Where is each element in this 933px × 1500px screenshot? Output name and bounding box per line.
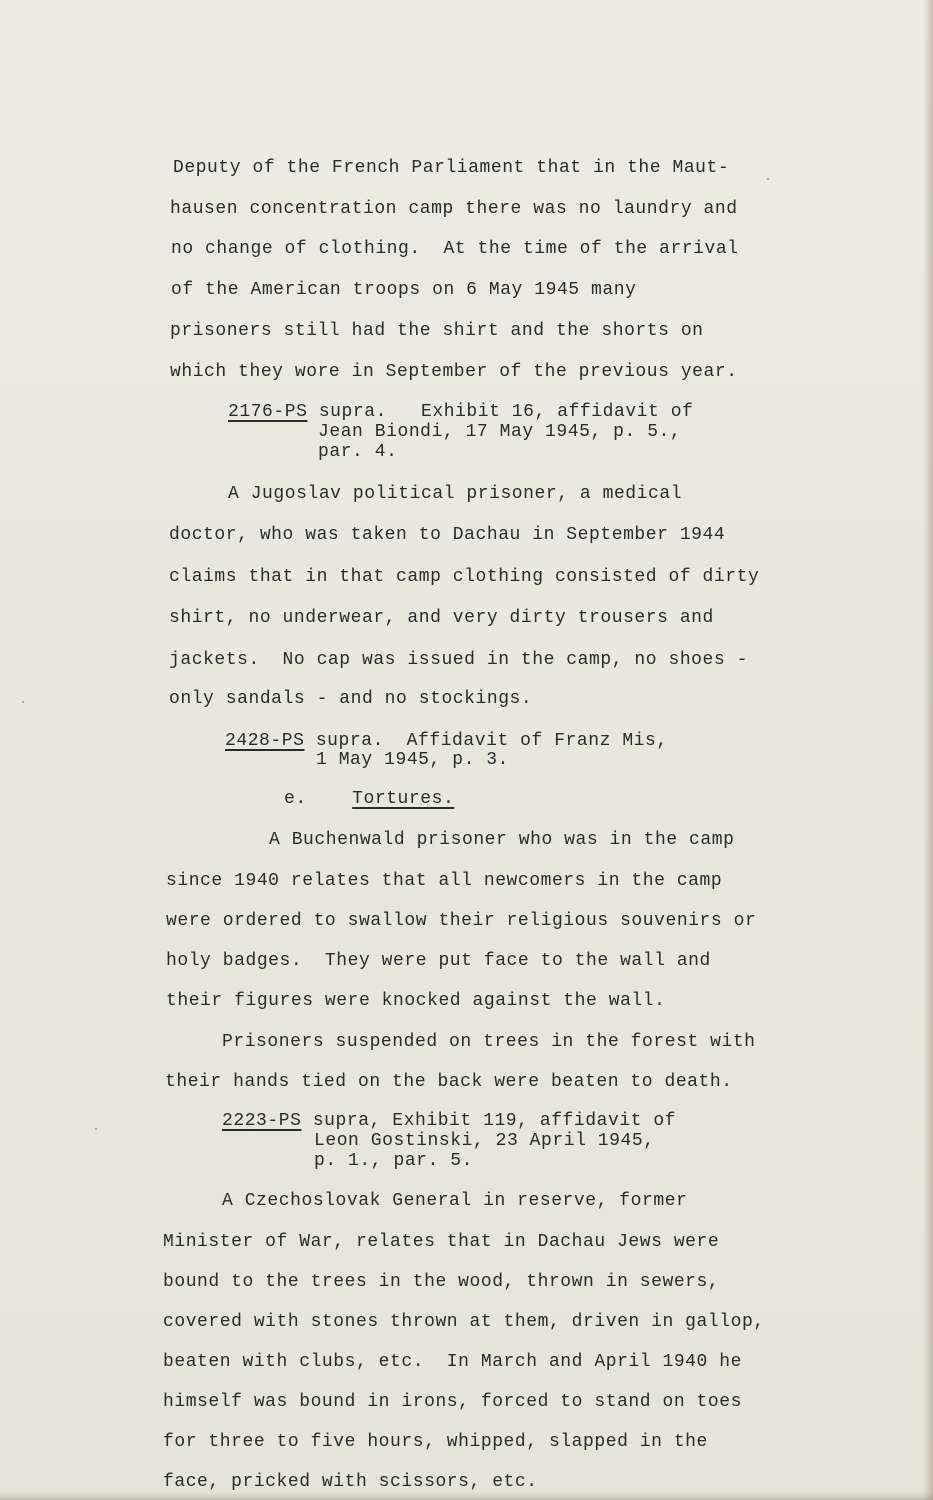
citation-text: supra, Exhibit 119, affidavit of xyxy=(301,1111,677,1131)
text-line: no change of clothing. At the time of the arrival xyxy=(171,239,739,259)
text-line: hausen concentration camp there was no laundry and xyxy=(170,199,738,219)
citation-1 xyxy=(228,404,693,421)
citation-2-line-2: 1 May 1945, p. 3. xyxy=(316,750,509,770)
text-line: Prisoners suspended on trees in the forest with xyxy=(222,1032,756,1052)
text-line: holy badges. They were put face to the wall and xyxy=(166,951,711,971)
citation-3-line-2: Leon Gostinski, 23 April 1945, xyxy=(314,1131,655,1151)
text-line: for three to five hours, whipped, slapped in the xyxy=(163,1432,708,1452)
page-edge-shadow-bottom xyxy=(0,1492,933,1500)
section-title: Tortures. xyxy=(352,789,455,809)
paper-speck xyxy=(22,701,24,703)
text-line: Deputy of the French Parliament that in the Maut- xyxy=(173,158,730,178)
citation-text: supra. Exhibit 16, affidavit of xyxy=(307,402,694,422)
text-line: prisoners still had the shirt and the shorts on xyxy=(170,321,704,341)
text-line: beaten with clubs, etc. In March and April 1940 he xyxy=(163,1352,742,1372)
text-line: A Jugoslav political prisoner, a medical xyxy=(228,484,683,504)
text-line: covered with stones thrown at them, driven in gallop, xyxy=(163,1312,765,1332)
text-line: jackets. No cap was issued in the camp, no shoes - xyxy=(169,650,748,670)
text-line: since 1940 relates that all newcomers in the camp xyxy=(166,871,723,891)
citation-reference: 2176-PS xyxy=(228,402,308,422)
text-line: doctor, who was taken to Dachau in September 1944 xyxy=(169,525,726,545)
text-line: shirt, no underwear, and very dirty trousers and xyxy=(169,608,714,628)
text-line: only sandals - and no stockings. xyxy=(169,689,533,709)
citation-text: supra. Affidavit of Franz Mis, xyxy=(304,731,668,751)
citation-3 xyxy=(222,1113,676,1130)
citation-1-line-3: par. 4. xyxy=(318,442,398,462)
text-line: himself was bound in irons, forced to stand on toes xyxy=(163,1392,742,1412)
citation-3-line-3: p. 1., par. 5. xyxy=(314,1151,473,1171)
text-line: Minister of War, relates that in Dachau Jews were xyxy=(163,1232,720,1252)
citation-2 xyxy=(225,733,668,750)
paper-speck xyxy=(767,178,769,180)
citation-1-line-2: Jean Biondi, 17 May 1945, p. 5., xyxy=(318,422,682,442)
text-line: A Buchenwald prisoner who was in the camp xyxy=(269,830,735,850)
paper-speck xyxy=(95,1128,97,1130)
section-heading xyxy=(284,789,454,809)
text-line: their hands tied on the back were beaten to death. xyxy=(165,1072,733,1092)
text-line: were ordered to swallow their religious souvenirs or xyxy=(166,911,757,931)
text-line: A Czechoslovak General in reserve, former xyxy=(222,1191,688,1211)
page-edge-shadow xyxy=(923,0,933,1500)
text-line: their figures were knocked against the wall. xyxy=(166,991,666,1011)
citation-reference: 2428-PS xyxy=(225,731,305,751)
text-line: of the American troops on 6 May 1945 many xyxy=(171,280,637,300)
text-line: which they wore in September of the previous year. xyxy=(170,362,738,382)
text-line: claims that in that camp clothing consisted of dirty xyxy=(169,567,760,587)
text-line: face, pricked with scissors, etc. xyxy=(163,1472,538,1492)
citation-reference: 2223-PS xyxy=(222,1111,302,1131)
text-line: bound to the trees in the wood, thrown in sewers, xyxy=(163,1272,720,1292)
section-letter: e. xyxy=(284,789,307,809)
